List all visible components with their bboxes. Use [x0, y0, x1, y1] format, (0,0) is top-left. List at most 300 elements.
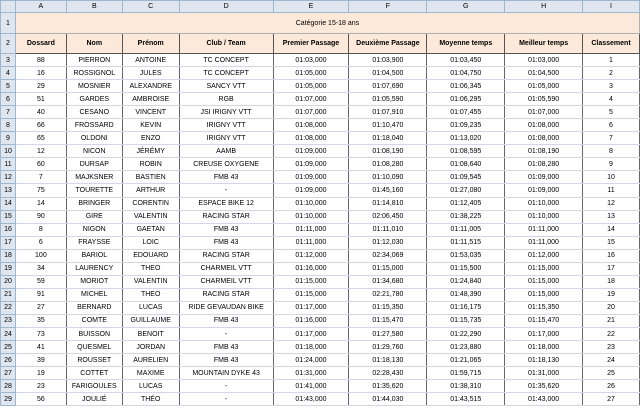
row-header[interactable]: 15: [1, 210, 16, 223]
data-cell[interactable]: ARTHUR: [122, 184, 179, 197]
data-cell[interactable]: 01:15,470: [349, 314, 427, 327]
data-cell[interactable]: 01:07,690: [349, 80, 427, 93]
data-cell[interactable]: EDOUARD: [122, 249, 179, 262]
data-cell[interactable]: 16: [15, 67, 66, 80]
data-cell[interactable]: CREUSE OXYGENE: [179, 158, 273, 171]
data-cell[interactable]: 01:43,000: [505, 393, 583, 406]
data-cell[interactable]: SANCY VTT: [179, 80, 273, 93]
data-cell[interactable]: 01:03,900: [349, 54, 427, 67]
row-header[interactable]: 18: [1, 249, 16, 262]
data-cell[interactable]: 51: [15, 93, 66, 106]
data-cell[interactable]: 01:16,000: [273, 314, 349, 327]
column-title-cell[interactable]: Nom: [66, 34, 122, 54]
data-cell[interactable]: 01:35,620: [349, 380, 427, 393]
data-cell[interactable]: 01:27,080: [427, 184, 505, 197]
data-cell[interactable]: 01:03,450: [427, 54, 505, 67]
data-cell[interactable]: 01:10,470: [349, 119, 427, 132]
data-cell[interactable]: CORENTIN: [122, 197, 179, 210]
data-cell[interactable]: 01:15,350: [505, 301, 583, 314]
data-cell[interactable]: 01:15,000: [505, 275, 583, 288]
data-cell[interactable]: 01:10,000: [273, 197, 349, 210]
row-header[interactable]: 21: [1, 288, 16, 301]
data-cell[interactable]: THEO: [122, 262, 179, 275]
data-cell[interactable]: 65: [15, 132, 66, 145]
data-cell[interactable]: 13: [583, 210, 640, 223]
data-cell[interactable]: 01:08,190: [349, 145, 427, 158]
data-cell[interactable]: FROSSARD: [66, 119, 122, 132]
data-cell[interactable]: PIERRON: [66, 54, 122, 67]
data-cell[interactable]: 41: [15, 341, 66, 354]
data-cell[interactable]: 01:06,345: [427, 80, 505, 93]
column-title-cell[interactable]: Classement: [583, 34, 640, 54]
data-cell[interactable]: 01:13,020: [427, 132, 505, 145]
data-cell[interactable]: MICHEL: [66, 288, 122, 301]
select-all-corner[interactable]: [1, 1, 16, 13]
data-cell[interactable]: 01:03,000: [273, 54, 349, 67]
data-cell[interactable]: 26: [583, 380, 640, 393]
data-cell[interactable]: 01:17,000: [505, 327, 583, 340]
data-cell[interactable]: RACING STAR: [179, 288, 273, 301]
data-cell[interactable]: 01:07,000: [273, 93, 349, 106]
data-cell[interactable]: BASTIEN: [122, 171, 179, 184]
column-header[interactable]: G: [427, 1, 505, 13]
data-cell[interactable]: 01:05,000: [273, 80, 349, 93]
data-cell[interactable]: 88: [15, 54, 66, 67]
row-header[interactable]: 12: [1, 171, 16, 184]
data-cell[interactable]: 01:07,000: [505, 106, 583, 119]
data-cell[interactable]: 56: [15, 393, 66, 406]
data-cell[interactable]: MAXIME: [122, 367, 179, 380]
data-cell[interactable]: 01:45,160: [349, 184, 427, 197]
data-cell[interactable]: 01:17,000: [273, 301, 349, 314]
data-cell[interactable]: 01:08,595: [427, 145, 505, 158]
data-cell[interactable]: 01:48,390: [427, 288, 505, 301]
table-row: [1, 184, 640, 197]
data-cell[interactable]: 8: [15, 223, 66, 236]
data-cell[interactable]: 01:09,000: [273, 171, 349, 184]
row-header[interactable]: 11: [1, 158, 16, 171]
data-cell[interactable]: 34: [15, 262, 66, 275]
data-cell[interactable]: 01:18,000: [505, 341, 583, 354]
column-title-cell[interactable]: Club / Team: [179, 34, 273, 54]
data-cell[interactable]: JORDAN: [122, 341, 179, 354]
data-cell[interactable]: 01:31,000: [505, 367, 583, 380]
data-cell[interactable]: 01:44,030: [349, 393, 427, 406]
data-cell[interactable]: 01:03,000: [505, 54, 583, 67]
data-cell[interactable]: 01:15,000: [505, 262, 583, 275]
data-cell[interactable]: 12: [15, 145, 66, 158]
data-cell[interactable]: MAJKSNER: [66, 171, 122, 184]
data-cell[interactable]: CHARMEIL VTT: [179, 275, 273, 288]
data-cell[interactable]: 01:05,590: [505, 93, 583, 106]
data-cell[interactable]: 01:05,000: [505, 80, 583, 93]
row-header[interactable]: 25: [1, 341, 16, 354]
data-cell[interactable]: 01:17,000: [273, 327, 349, 340]
row-header[interactable]: 4: [1, 67, 16, 80]
row-header[interactable]: 16: [1, 223, 16, 236]
data-cell[interactable]: -: [179, 327, 273, 340]
data-cell[interactable]: TC CONCEPT: [179, 67, 273, 80]
data-cell[interactable]: 01:08,000: [273, 119, 349, 132]
column-header[interactable]: I: [583, 1, 640, 13]
data-cell[interactable]: 01:05,590: [349, 93, 427, 106]
data-cell[interactable]: AAMB: [179, 145, 273, 158]
data-cell[interactable]: 01:34,680: [349, 275, 427, 288]
data-cell[interactable]: 23: [583, 341, 640, 354]
data-cell[interactable]: 22: [583, 327, 640, 340]
data-cell[interactable]: BARIOL: [66, 249, 122, 262]
data-cell[interactable]: 14: [583, 223, 640, 236]
data-cell[interactable]: 01:59,715: [427, 367, 505, 380]
data-cell[interactable]: 16: [583, 249, 640, 262]
row-header[interactable]: 28: [1, 380, 16, 393]
data-cell[interactable]: VINCENT: [122, 106, 179, 119]
data-cell[interactable]: 40: [15, 106, 66, 119]
data-cell[interactable]: 19: [15, 367, 66, 380]
row-header[interactable]: 13: [1, 184, 16, 197]
data-cell[interactable]: CESANO: [66, 106, 122, 119]
data-cell[interactable]: MOUNTAIN DYKE 43: [179, 367, 273, 380]
data-cell[interactable]: 73: [15, 327, 66, 340]
data-cell[interactable]: 8: [583, 145, 640, 158]
data-cell[interactable]: 01:15,000: [273, 275, 349, 288]
data-cell[interactable]: 01:09,000: [505, 171, 583, 184]
data-cell[interactable]: 01:15,500: [427, 262, 505, 275]
column-title-cell[interactable]: Deuxième Passage: [349, 34, 427, 54]
row-header[interactable]: 1: [1, 13, 16, 34]
data-cell[interactable]: FMB 43: [179, 236, 273, 249]
column-header[interactable]: A: [15, 1, 66, 13]
data-cell[interactable]: 7: [15, 171, 66, 184]
data-cell[interactable]: 01:07,455: [427, 106, 505, 119]
data-cell[interactable]: 01:41,000: [273, 380, 349, 393]
data-cell[interactable]: IRIGNY VTT: [179, 119, 273, 132]
data-cell[interactable]: ROSSIGNOL: [66, 67, 122, 80]
data-cell[interactable]: JSI IRIGNY VTT: [179, 106, 273, 119]
data-cell[interactable]: ESPACE BIKE 12: [179, 197, 273, 210]
data-cell[interactable]: VALENTIN: [122, 210, 179, 223]
data-cell[interactable]: 01:38,225: [427, 210, 505, 223]
data-cell[interactable]: 01:27,580: [349, 327, 427, 340]
data-cell[interactable]: 01:15,000: [505, 288, 583, 301]
data-cell[interactable]: THEO: [122, 288, 179, 301]
data-cell[interactable]: 10: [583, 171, 640, 184]
data-cell[interactable]: 11: [583, 184, 640, 197]
data-cell[interactable]: 01:07,000: [273, 106, 349, 119]
data-cell[interactable]: TOURETTE: [66, 184, 122, 197]
data-cell[interactable]: 01:22,290: [427, 327, 505, 340]
data-cell[interactable]: 25: [583, 367, 640, 380]
data-cell[interactable]: 01:21,065: [427, 354, 505, 367]
data-cell[interactable]: IRIGNY VTT: [179, 132, 273, 145]
row-header[interactable]: 10: [1, 145, 16, 158]
data-cell[interactable]: 01:23,880: [427, 341, 505, 354]
data-cell[interactable]: 01:11,010: [349, 223, 427, 236]
table-row: [1, 367, 640, 380]
data-cell[interactable]: 01:15,000: [273, 288, 349, 301]
data-cell[interactable]: 01:24,000: [273, 354, 349, 367]
row-header[interactable]: 8: [1, 119, 16, 132]
data-cell[interactable]: 01:08,000: [505, 132, 583, 145]
data-cell[interactable]: 3: [583, 80, 640, 93]
data-cell[interactable]: LUCAS: [122, 380, 179, 393]
data-cell[interactable]: 01:31,000: [273, 367, 349, 380]
data-cell[interactable]: 01:18,000: [273, 341, 349, 354]
data-cell[interactable]: 01:12,030: [349, 236, 427, 249]
data-cell[interactable]: 01:10,000: [505, 197, 583, 210]
data-cell[interactable]: GUILLAUME: [122, 314, 179, 327]
data-cell[interactable]: 100: [15, 249, 66, 262]
data-cell[interactable]: 14: [15, 197, 66, 210]
data-cell[interactable]: 17: [583, 262, 640, 275]
data-cell[interactable]: 01:11,005: [427, 223, 505, 236]
data-cell[interactable]: 27: [15, 301, 66, 314]
data-cell[interactable]: -: [179, 184, 273, 197]
data-cell[interactable]: GIRE: [66, 210, 122, 223]
data-cell[interactable]: 01:09,545: [427, 171, 505, 184]
data-cell[interactable]: FMB 43: [179, 223, 273, 236]
data-cell[interactable]: 01:10,000: [273, 210, 349, 223]
data-cell[interactable]: 2: [583, 67, 640, 80]
data-cell[interactable]: LUCAS: [122, 301, 179, 314]
column-header[interactable]: D: [179, 1, 273, 13]
column-title-cell[interactable]: Moyenne temps: [427, 34, 505, 54]
data-cell[interactable]: 01:09,000: [273, 158, 349, 171]
data-cell[interactable]: 01:09,000: [273, 184, 349, 197]
data-cell[interactable]: 7: [583, 132, 640, 145]
data-cell[interactable]: AURELIEN: [122, 354, 179, 367]
data-cell[interactable]: 19: [583, 288, 640, 301]
data-cell[interactable]: 01:10,090: [349, 171, 427, 184]
table-row: [1, 223, 640, 236]
column-title-cell[interactable]: Dossard: [15, 34, 66, 54]
data-cell[interactable]: 01:18,130: [505, 354, 583, 367]
row-header[interactable]: 14: [1, 197, 16, 210]
data-cell[interactable]: 01:15,735: [427, 314, 505, 327]
data-cell[interactable]: 6: [15, 236, 66, 249]
data-cell[interactable]: 02:28,430: [349, 367, 427, 380]
row-header[interactable]: 29: [1, 393, 16, 406]
column-title-cell[interactable]: Meilleur temps: [505, 34, 583, 54]
column-title-cell[interactable]: Premier Passage: [273, 34, 349, 54]
data-cell[interactable]: QUESMEL: [66, 341, 122, 354]
row-header[interactable]: 19: [1, 262, 16, 275]
data-cell[interactable]: 01:10,000: [505, 210, 583, 223]
data-cell[interactable]: 4: [583, 93, 640, 106]
data-cell[interactable]: 01:11,000: [505, 223, 583, 236]
row-header[interactable]: 9: [1, 132, 16, 145]
data-cell[interactable]: 01:15,350: [349, 301, 427, 314]
row-header[interactable]: 24: [1, 327, 16, 340]
data-cell[interactable]: NIGON: [66, 223, 122, 236]
data-cell[interactable]: 01:35,620: [505, 380, 583, 393]
table-row: [1, 132, 640, 145]
column-header[interactable]: H: [505, 1, 583, 13]
data-cell[interactable]: RIDE GEVAUDAN BIKE: [179, 301, 273, 314]
column-header[interactable]: F: [349, 1, 427, 13]
data-cell[interactable]: FMB 43: [179, 354, 273, 367]
data-cell[interactable]: 01:12,405: [427, 197, 505, 210]
data-cell[interactable]: 01:18,130: [349, 354, 427, 367]
data-cell[interactable]: FMB 43: [179, 171, 273, 184]
data-cell[interactable]: 02:06,450: [349, 210, 427, 223]
data-cell[interactable]: 01:11,000: [505, 236, 583, 249]
data-cell[interactable]: JULES: [122, 67, 179, 80]
data-cell[interactable]: LOIC: [122, 236, 179, 249]
data-cell[interactable]: 01:16,000: [273, 262, 349, 275]
data-cell[interactable]: JOULIÉ: [66, 393, 122, 406]
data-cell[interactable]: 02:21,780: [349, 288, 427, 301]
data-cell[interactable]: 01:09,000: [505, 184, 583, 197]
data-cell[interactable]: 01:08,000: [505, 119, 583, 132]
data-cell[interactable]: LAURENCY: [66, 262, 122, 275]
data-cell[interactable]: 01:04,750: [427, 67, 505, 80]
data-cell[interactable]: 01:38,310: [427, 380, 505, 393]
data-cell[interactable]: 5: [583, 106, 640, 119]
data-cell[interactable]: 01:16,175: [427, 301, 505, 314]
data-cell[interactable]: 18: [583, 275, 640, 288]
data-cell[interactable]: GAETAN: [122, 223, 179, 236]
data-cell[interactable]: 27: [583, 393, 640, 406]
data-cell[interactable]: 01:11,000: [273, 223, 349, 236]
data-cell[interactable]: FMB 43: [179, 314, 273, 327]
data-cell[interactable]: 24: [583, 354, 640, 367]
data-cell[interactable]: COMTE: [66, 314, 122, 327]
data-cell[interactable]: -: [179, 380, 273, 393]
data-cell[interactable]: 01:43,515: [427, 393, 505, 406]
table-row: [1, 327, 640, 340]
data-cell[interactable]: 01:09,235: [427, 119, 505, 132]
column-header[interactable]: C: [122, 1, 179, 13]
data-cell[interactable]: 01:15,000: [349, 262, 427, 275]
data-cell[interactable]: 02:34,069: [349, 249, 427, 262]
data-cell[interactable]: 01:11,000: [273, 236, 349, 249]
data-cell[interactable]: 01:08,280: [505, 158, 583, 171]
data-cell[interactable]: 6: [583, 119, 640, 132]
data-cell[interactable]: BENOIT: [122, 327, 179, 340]
row-header[interactable]: 6: [1, 93, 16, 106]
data-cell[interactable]: DURSAP: [66, 158, 122, 171]
data-cell[interactable]: 01:05,000: [273, 67, 349, 80]
row-header[interactable]: 2: [1, 34, 16, 54]
data-cell[interactable]: 01:06,295: [427, 93, 505, 106]
data-cell[interactable]: CHARMEIL VTT: [179, 262, 273, 275]
data-cell[interactable]: MORIOT: [66, 275, 122, 288]
table-row: [1, 106, 640, 119]
data-cell[interactable]: AMBROISE: [122, 93, 179, 106]
data-cell[interactable]: 39: [15, 354, 66, 367]
column-header[interactable]: B: [66, 1, 122, 13]
data-cell[interactable]: 01:29,760: [349, 341, 427, 354]
data-cell[interactable]: RACING STAR: [179, 210, 273, 223]
row-header[interactable]: 22: [1, 301, 16, 314]
data-cell[interactable]: 59: [15, 275, 66, 288]
data-cell[interactable]: VALENTIN: [122, 275, 179, 288]
data-cell[interactable]: OLDONI: [66, 132, 122, 145]
data-cell[interactable]: 01:12,000: [273, 249, 349, 262]
data-cell[interactable]: KEVIN: [122, 119, 179, 132]
data-cell[interactable]: ROUSSET: [66, 354, 122, 367]
data-cell[interactable]: 90: [15, 210, 66, 223]
data-cell[interactable]: ROBIN: [122, 158, 179, 171]
data-cell[interactable]: 01:18,040: [349, 132, 427, 145]
data-cell[interactable]: GARDES: [66, 93, 122, 106]
data-cell[interactable]: 01:12,000: [505, 249, 583, 262]
row-header[interactable]: 20: [1, 275, 16, 288]
data-cell[interactable]: 91: [15, 288, 66, 301]
data-cell[interactable]: BERNARD: [66, 301, 122, 314]
column-header[interactable]: E: [273, 1, 349, 13]
data-cell[interactable]: 01:14,810: [349, 197, 427, 210]
column-title-cell[interactable]: Prénom: [122, 34, 179, 54]
data-cell[interactable]: BUISSON: [66, 327, 122, 340]
sheet-title[interactable]: Catégorie 15-18 ans: [15, 13, 639, 34]
data-cell[interactable]: 9: [583, 158, 640, 171]
data-cell[interactable]: FARIGOULES: [66, 380, 122, 393]
data-cell[interactable]: 23: [15, 380, 66, 393]
data-cell[interactable]: 01:07,910: [349, 106, 427, 119]
data-cell[interactable]: 15: [583, 236, 640, 249]
data-cell[interactable]: 01:08,280: [349, 158, 427, 171]
data-cell[interactable]: 01:08,190: [505, 145, 583, 158]
row-header[interactable]: 27: [1, 367, 16, 380]
data-cell[interactable]: 29: [15, 80, 66, 93]
data-cell[interactable]: 01:04,500: [505, 67, 583, 80]
data-cell[interactable]: 21: [583, 314, 640, 327]
row-header[interactable]: 17: [1, 236, 16, 249]
data-cell[interactable]: 01:08,000: [273, 132, 349, 145]
row-header[interactable]: 5: [1, 80, 16, 93]
data-cell[interactable]: BRINGER: [66, 197, 122, 210]
data-cell[interactable]: 01:53,035: [427, 249, 505, 262]
data-cell[interactable]: -: [179, 393, 273, 406]
data-cell[interactable]: 1: [583, 54, 640, 67]
data-cell[interactable]: FRAYSSE: [66, 236, 122, 249]
data-cell[interactable]: 75: [15, 184, 66, 197]
data-cell[interactable]: 66: [15, 119, 66, 132]
table-row: [1, 119, 640, 132]
data-cell[interactable]: 01:08,640: [427, 158, 505, 171]
data-cell[interactable]: 60: [15, 158, 66, 171]
data-cell[interactable]: 01:04,500: [349, 67, 427, 80]
data-cell[interactable]: FMB 43: [179, 341, 273, 354]
data-cell[interactable]: 01:15,470: [505, 314, 583, 327]
table-row: [1, 301, 640, 314]
data-cell[interactable]: 01:43,000: [273, 393, 349, 406]
data-cell[interactable]: 01:24,840: [427, 275, 505, 288]
row-header[interactable]: 7: [1, 106, 16, 119]
data-cell[interactable]: THÉO: [122, 393, 179, 406]
data-cell[interactable]: 35: [15, 314, 66, 327]
data-cell[interactable]: MOSNIER: [66, 80, 122, 93]
row-header[interactable]: 26: [1, 354, 16, 367]
data-cell[interactable]: 01:11,515: [427, 236, 505, 249]
data-cell[interactable]: 01:09,000: [273, 145, 349, 158]
data-cell[interactable]: 12: [583, 197, 640, 210]
data-cell[interactable]: NICON: [66, 145, 122, 158]
data-cell[interactable]: TC CONCEPT: [179, 54, 273, 67]
data-cell[interactable]: JÉRÉMY: [122, 145, 179, 158]
data-cell[interactable]: RACING STAR: [179, 249, 273, 262]
data-cell[interactable]: RGB: [179, 93, 273, 106]
row-header[interactable]: 3: [1, 54, 16, 67]
data-cell[interactable]: COTTET: [66, 367, 122, 380]
data-cell[interactable]: ENZO: [122, 132, 179, 145]
row-header[interactable]: 23: [1, 314, 16, 327]
data-cell[interactable]: 20: [583, 301, 640, 314]
data-cell[interactable]: ALEXANDRE: [122, 80, 179, 93]
data-cell[interactable]: ANTOINE: [122, 54, 179, 67]
